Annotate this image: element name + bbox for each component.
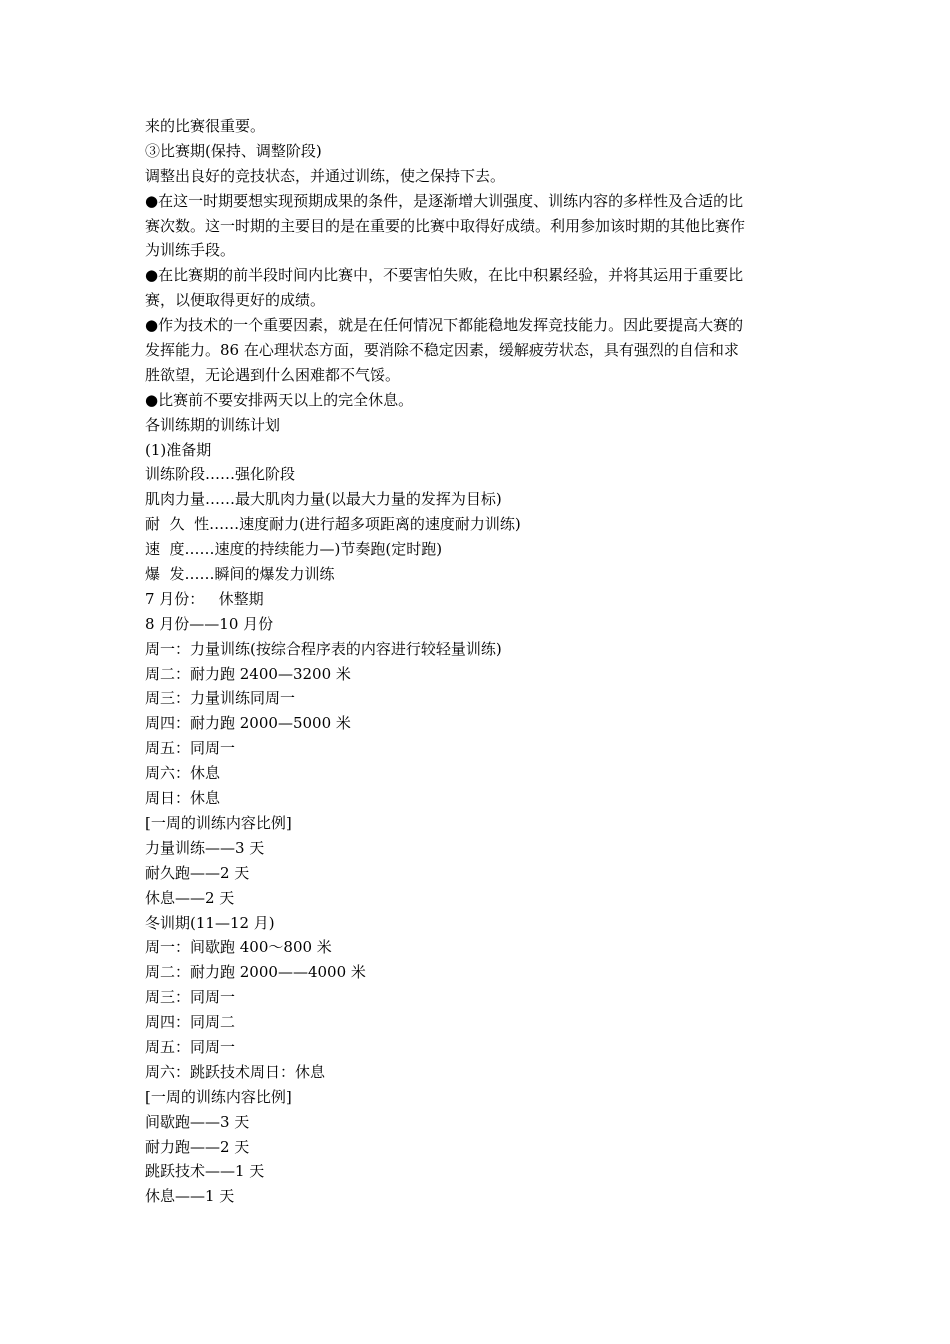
schedule-line: 周三：同周一 [145, 988, 236, 1007]
schedule-line: 周日：休息 [145, 789, 221, 808]
ratio-line: 力量训练——3 天 [145, 838, 265, 857]
text-line: 胜欲望，无论遇到什么困难都不气馁。 [145, 365, 401, 384]
schedule-line: 周五：同周一 [145, 1037, 236, 1056]
ratio-line: 耐力跑——2 天 [145, 1137, 250, 1156]
schedule-line: 周六：跳跃技术周日：休息 [145, 1062, 326, 1081]
ratio-line: 间歇跑——3 天 [145, 1112, 250, 1131]
text-line: 耐 久 性……速度耐力(进行超多项距离的速度耐力训练) [145, 515, 521, 534]
subsection-heading: (1)准备期 [145, 440, 212, 459]
text-line: [一周的训练内容比例] [145, 813, 292, 832]
schedule-line: 周一：间歇跑 400～800 米 [145, 938, 332, 957]
section-heading: ③比赛期(保持、调整阶段) [145, 141, 322, 160]
schedule-line: 周二：耐力跑 2400—3200 米 [145, 664, 351, 683]
text-line: 训练阶段……强化阶段 [145, 465, 296, 484]
section-heading: 各训练期的训练计划 [145, 415, 281, 434]
schedule-line: 周四：耐力跑 2000—5000 米 [145, 714, 351, 733]
schedule-line: 周四：同周二 [145, 1013, 236, 1032]
text-line: 速 度……速度的持续能力—)节奏跑(定时跑) [145, 540, 443, 559]
text-line: 来的比赛很重要。 [145, 117, 266, 135]
ratio-line: 休息——1 天 [145, 1187, 235, 1206]
bullet-line: ●在这一时期要想实现预期成果的条件，是逐渐增大训强度、训练内容的多样性及合适的比 [145, 191, 744, 210]
document-page [145, 114, 810, 1209]
text-line: 8 月份——10 月份 [145, 614, 274, 633]
text-line: 肌肉力量……最大肌肉力量(以最大力量的发挥为目标) [145, 490, 502, 509]
schedule-line: 周二：耐力跑 2000——4000 米 [145, 963, 366, 982]
schedule-line: 周五：同周一 [145, 739, 236, 758]
text-line: 赛次数。这一时期的主要目的是在重要的比赛中取得好成绩。利用参加该时期的其他比赛作 [145, 216, 746, 235]
text-line: 为训练手段。 [145, 241, 236, 260]
ratio-line: 跳跃技术——1 天 [145, 1162, 265, 1181]
text-line: 调整出良好的竞技状态，并通过训练，使之保持下去。 [145, 166, 506, 185]
bullet-line: ●在比赛期的前半段时间内比赛中，不要害怕失败，在比中积累经验，并将其运用于重要比 [145, 266, 744, 285]
schedule-line: 周一：力量训练(按综合程序表的内容进行较轻量训练) [145, 639, 502, 658]
bullet-line: ●作为技术的一个重要因素，就是在任何情况下都能稳地发挥竞技能力。因此要提高大赛的 [145, 316, 744, 335]
text-line: 赛，以便取得更好的成绩。 [145, 291, 326, 310]
bullet-line: ●比赛前不要安排两天以上的完全休息。 [145, 390, 414, 409]
schedule-line: 周三：力量训练同周一 [145, 689, 296, 708]
text-line: 发挥能力。86 在心理状态方面，要消除不稳定因素，缓解疲劳状态，具有强烈的自信和求 [145, 341, 739, 360]
text-line: 7 月份： 休整期 [145, 589, 264, 608]
text-line: 爆 发……瞬间的爆发力训练 [145, 565, 335, 584]
text-line: [一周的训练内容比例] [145, 1087, 292, 1106]
ratio-line: 耐久跑——2 天 [145, 863, 250, 882]
schedule-line: 周六：休息 [145, 764, 221, 783]
text-line: 冬训期(11—12 月) [145, 913, 275, 932]
ratio-line: 休息——2 天 [145, 888, 235, 907]
